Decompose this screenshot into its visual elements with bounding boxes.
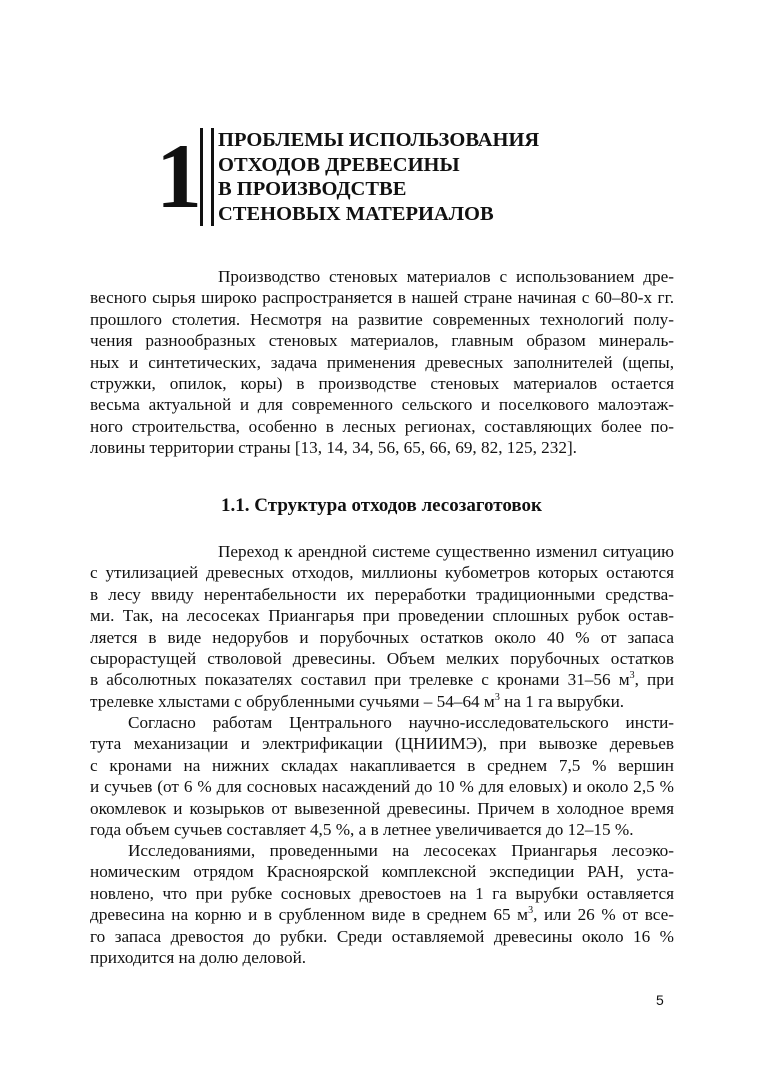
chapter-title-line: В ПРОИЗВОДСТВЕ bbox=[218, 178, 407, 200]
text-line: ного строительства, особенно в лесных регионах, составляющих более по- bbox=[90, 416, 674, 436]
page-number: 5 bbox=[656, 992, 664, 1008]
text-line: ных и синтетических, задача применения древесных заполнителей (щепы, bbox=[90, 352, 674, 372]
text-line: номическим отрядом Красноярской комплексной экспедиции РАН, уста- bbox=[90, 862, 674, 882]
chapter-heading bbox=[148, 126, 668, 230]
text-line: древесина на корню и в срубленном виде в среднем 65 $м^3$, или 26 % от все- bbox=[90, 905, 674, 925]
text-line: Согласно работам Центрального научно-исследовательского инсти- bbox=[128, 713, 674, 732]
chapter-title bbox=[218, 128, 539, 226]
chapter-title-line: ОТХОДОВ ДРЕВЕСИНЫ bbox=[218, 153, 460, 176]
text-line: го запаса древостоя до рубки. Среди оставляемой древесины около 16 % bbox=[90, 926, 674, 946]
text-line: с кронами на нижних складах накапливается в среднем 7,5 % вершин bbox=[90, 755, 674, 775]
text-line: и сучьев (от 6 % для сосновых насаждений до 10 % для еловых) и около 2,5 % bbox=[90, 777, 674, 797]
text-line: в абсолютных показателях составил при трелевке с кронами 31–56 $м^3$, при bbox=[90, 670, 674, 690]
text-line: ляется в виде недорубов и порубочных остатков около 40 % от запаса bbox=[90, 627, 674, 647]
text-line: Исследованиями, проведенными на лесосеках Приангарья лесоэко- bbox=[128, 841, 674, 860]
text-line: ловины территории страны [13, 14, 34, 56, 65, 66, 69, 82, 125, 232]. bbox=[90, 438, 577, 458]
text-line: чения разнообразных стеновых материалов, главным образом минераль- bbox=[90, 331, 674, 351]
text-line: весьма актуальной и для современного сельского и поселкового малоэтаж- bbox=[90, 395, 674, 415]
body-paragraph-1 bbox=[90, 541, 674, 712]
text-line: трелевке хлыстами с обрубленными сучьями – 54–64 $м^3$ на 1 га вырубки. bbox=[90, 691, 625, 711]
intro-paragraph bbox=[90, 266, 674, 459]
text-line: с утилизацией древесных отходов, миллионы кубометров которых остаются bbox=[90, 563, 674, 583]
text-line: новлено, что при рубке сосновых древостоев на 1 га вырубки оставляется bbox=[90, 883, 674, 903]
chapter-title-line: ПРОБЛЕМЫ ИСПОЛЬЗОВАНИЯ bbox=[218, 129, 540, 151]
chapter-number: 1 bbox=[156, 125, 200, 227]
text-line: прошлого столетия. Несмотря на развитие современных технологий полу- bbox=[90, 309, 674, 329]
text-line: стружки, опилок, коры) в производстве стеновых материалов остается bbox=[90, 373, 674, 393]
text-line: сырорастущей стволовой древесины. Объем мелких порубочных остатков bbox=[90, 648, 674, 668]
text-line: приходится на долю деловой. bbox=[90, 947, 307, 967]
section-title: 1.1. Структура отходов лесозаготовок bbox=[221, 495, 542, 516]
text-line: ми. Так, на лесосеках Приангарья при проведении сплошных рубок остав- bbox=[90, 606, 674, 626]
text-line: весного сырья широко распространяется в нашей стране начиная с 60–80-х гг. bbox=[90, 288, 674, 308]
body-paragraph-2 bbox=[90, 712, 674, 840]
chapter-divider-bars bbox=[200, 128, 214, 226]
text-line: тута механизации и электрификации (ЦНИИМЭ), при вывозке деревьев bbox=[90, 734, 674, 754]
text-line: Переход к арендной системе существенно изменил ситуацию bbox=[218, 542, 674, 561]
chapter-title-line: СТЕНОВЫХ МАТЕРИАЛОВ bbox=[218, 202, 494, 225]
text-line: года объем сучьев составляет 4,5 %, а в летнее увеличивается до 12–15 %. bbox=[90, 819, 634, 839]
text-line: Производство стеновых материалов с использованием дре- bbox=[218, 267, 674, 286]
body-paragraph-3 bbox=[90, 840, 674, 968]
text-line: окомлевок и козырьков от вывезенной древесины. Причем в холодное время bbox=[90, 798, 674, 818]
text-line: в лесу ввиду нерентабельности их переработки традиционными средства- bbox=[90, 584, 674, 604]
